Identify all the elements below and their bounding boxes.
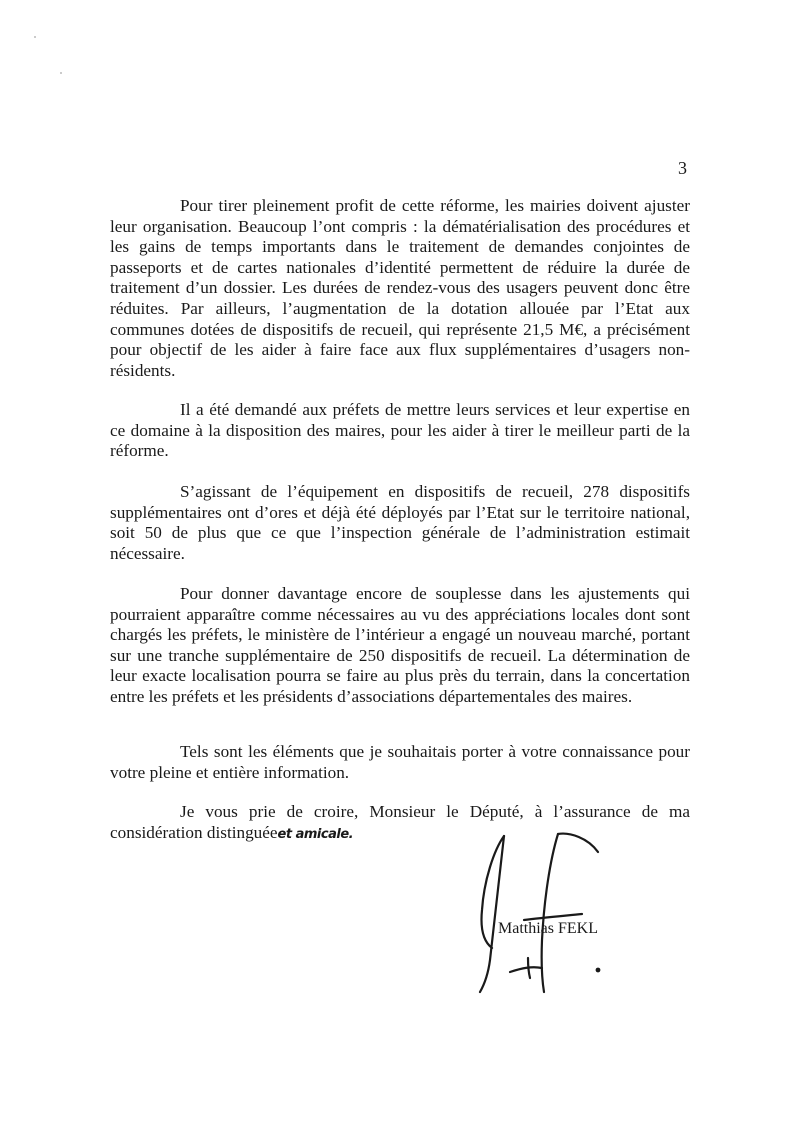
signatory-name: Matthias FEKL xyxy=(498,920,598,937)
signature-dot xyxy=(596,968,601,973)
paragraph-reform-organisation: Pour tirer pleinement profit de cette réforme, les mairies doivent ajuster leur organisation. Beaucoup l’ont compris : la dématérialisation des procédures et les gains de temps importants dans le traitement de demandes conjointes de passeports et de cartes nationales d’identité permettent de réduire la durée de traitement d’un dossier. Les durées de rendez-vous des usagers peuvent donc être réduites. Par ailleurs, l’augmentation de la dotation allouée par l’Etat aux communes dotées de dispositifs de recueil, qui représente 21,5 M€, a précisément pour objectif de les aider à faire face aux flux supplémentaires d’usagers non-résidents. xyxy=(110,196,690,380)
scan-speck xyxy=(34,36,36,38)
closing-formula: Je vous prie de croire, Monsieur le Député, à l’assurance de ma considération distinguée xyxy=(110,802,690,842)
paragraph-new-market: Pour donner davantage encore de souplesse dans les ajustements qui pourraient apparaître comme nécessaires au vu des appréciations locales dont sont chargés les préfets, le ministère de l’intérieur a engagé un nouveau marché, portant sur une tranche supplémentaire de 250 dispositifs de recueil. La détermination de leur exacte localisation pourra se faire au plus près du terrain, dans la concertation entre les préfets et les présidents d’associations départementales des maires. xyxy=(110,584,690,706)
paragraph-information: Tels sont les éléments que je souhaitais porter à votre connaissance pour votre pleine et entière information. xyxy=(110,742,690,782)
signature-stroke xyxy=(510,967,542,972)
handwritten-addition: et amicale. xyxy=(277,826,354,842)
signature-stroke xyxy=(542,834,558,992)
scan-speck xyxy=(60,72,62,74)
handwritten-signature xyxy=(470,830,630,995)
paragraph-prefects-support: Il a été demandé aux préfets de mettre leurs services et leur expertise en ce domaine à la disposition des maires, pour les aider à tirer le meilleur parti de la réforme. xyxy=(110,400,690,461)
paragraph-equipment: S’agissant de l’équipement en dispositifs de recueil, 278 dispositifs supplémentaires ont d’ores et déjà été déployés par l’Etat sur le territoire national, soit 50 de plus que ce que l’inspection générale de l’administration estimait nécessaire. xyxy=(110,482,690,563)
signature-stroke xyxy=(558,834,598,852)
page-number: 3 xyxy=(678,158,687,178)
